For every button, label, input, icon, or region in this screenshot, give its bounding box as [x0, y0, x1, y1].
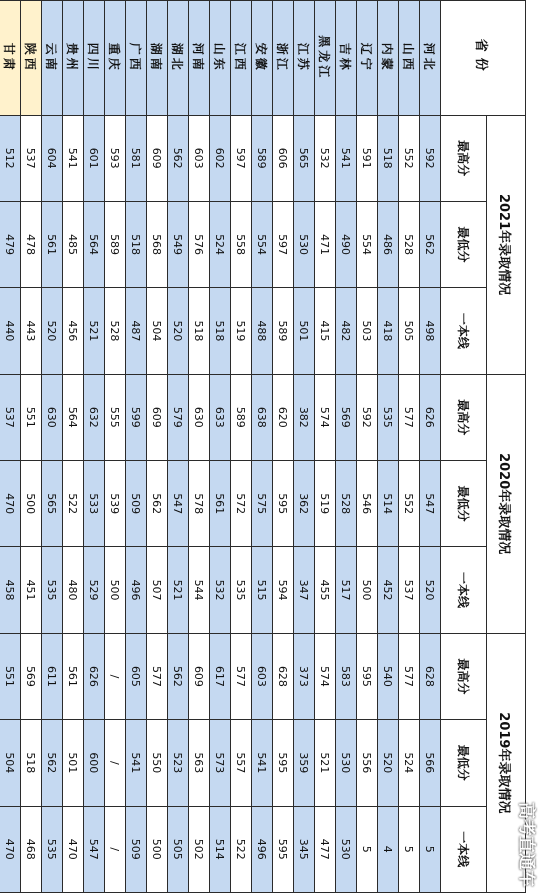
score-cell: 5	[420, 806, 441, 893]
score-cell: 532	[315, 115, 336, 201]
score-cell: 565	[42, 461, 63, 547]
province-cell: 广西	[126, 1, 147, 116]
score-cell: 593	[105, 115, 126, 201]
score-cell: 541	[126, 720, 147, 806]
score-cell: 577	[399, 374, 420, 460]
score-cell: 589	[273, 288, 294, 374]
score-cell: 562	[168, 115, 189, 201]
score-cell: 554	[357, 201, 378, 287]
min-score-header-2019: 最低分	[441, 720, 487, 806]
score-cell: 530	[336, 806, 357, 893]
score-cell: 535	[231, 547, 252, 633]
min-score-header-2021: 最低分	[441, 201, 487, 287]
score-cell: 347	[294, 547, 315, 633]
score-cell: 514	[378, 461, 399, 547]
score-cell: 609	[189, 633, 210, 719]
score-cell: 373	[294, 633, 315, 719]
score-cell: 628	[420, 633, 441, 719]
score-cell: 535	[42, 806, 63, 893]
score-cell: 487	[126, 288, 147, 374]
score-cell: 555	[105, 374, 126, 460]
score-cell: 537	[399, 547, 420, 633]
score-cell: 563	[189, 720, 210, 806]
province-cell: 内蒙	[378, 1, 399, 116]
score-cell: 577	[147, 633, 168, 719]
score-cell: 479	[0, 201, 21, 287]
score-cell: 5	[357, 806, 378, 893]
province-cell: 湖北	[168, 1, 189, 116]
score-cell: 595	[357, 633, 378, 719]
score-cell: 630	[189, 374, 210, 460]
score-cell: 566	[420, 720, 441, 806]
score-cell: 517	[336, 547, 357, 633]
year-header-row	[487, 1, 526, 893]
score-cell: 512	[0, 115, 21, 201]
score-cell: 564	[63, 374, 84, 460]
score-cell: 552	[399, 461, 420, 547]
score-cell: 519	[231, 288, 252, 374]
score-cell: 565	[294, 115, 315, 201]
score-cell: 496	[126, 547, 147, 633]
score-cell: 520	[168, 288, 189, 374]
score-cell: 626	[420, 374, 441, 460]
score-cell: 359	[294, 720, 315, 806]
score-cell: 529	[84, 547, 105, 633]
score-cell: 617	[210, 633, 231, 719]
score-cell: 452	[378, 547, 399, 633]
score-cell: 583	[336, 633, 357, 719]
score-cell: 515	[252, 547, 273, 633]
score-cell: 609	[147, 115, 168, 201]
score-cell: 591	[357, 115, 378, 201]
score-cell: 541	[63, 115, 84, 201]
province-cell: 江西	[231, 1, 252, 116]
table-body	[0, 1, 526, 893]
score-cell: 485	[63, 201, 84, 287]
score-cell: 524	[399, 720, 420, 806]
score-cell: 564	[84, 201, 105, 287]
score-cell: 561	[63, 633, 84, 719]
score-cell: 541	[252, 720, 273, 806]
score-cell: 528	[399, 201, 420, 287]
score-cell: 577	[231, 633, 252, 719]
score-cell: 569	[21, 633, 42, 719]
table-row	[399, 1, 420, 893]
score-cell: 480	[63, 547, 84, 633]
province-cell: 河北	[420, 1, 441, 116]
score-cell: 569	[336, 374, 357, 460]
score-cell: 599	[126, 374, 147, 460]
score-cell: 540	[378, 633, 399, 719]
score-cell: /	[105, 720, 126, 806]
score-cell: 470	[63, 806, 84, 893]
score-cell: 549	[168, 201, 189, 287]
table-row	[357, 1, 378, 893]
score-cell: 589	[105, 201, 126, 287]
province-cell: 陕西	[21, 1, 42, 116]
table-row	[105, 1, 126, 893]
score-cell: 477	[315, 806, 336, 893]
score-cell: 562	[420, 201, 441, 287]
score-cell: 633	[210, 374, 231, 460]
province-cell: 江苏	[294, 1, 315, 116]
score-cell: 507	[147, 547, 168, 633]
province-cell: 辽宁	[357, 1, 378, 116]
score-cell: 418	[378, 288, 399, 374]
score-cell: 490	[336, 201, 357, 287]
score-cell: 505	[168, 806, 189, 893]
score-cell: 518	[378, 115, 399, 201]
score-cell: 597	[273, 201, 294, 287]
score-cell: 562	[42, 720, 63, 806]
score-cell: 602	[210, 115, 231, 201]
table-row	[231, 1, 252, 893]
table-row	[420, 1, 441, 893]
score-cell: 630	[42, 374, 63, 460]
score-cell: 628	[273, 633, 294, 719]
score-cell: 595	[273, 806, 294, 893]
score-cell: 551	[0, 633, 21, 719]
province-cell: 浙江	[273, 1, 294, 116]
score-cell: 595	[273, 461, 294, 547]
score-cell: 605	[126, 633, 147, 719]
province-cell: 甘肃	[0, 1, 21, 116]
score-cell: 514	[210, 806, 231, 893]
table-row	[42, 1, 63, 893]
score-cell: 501	[63, 720, 84, 806]
province-cell: 重庆	[105, 1, 126, 116]
score-cell: 519	[315, 461, 336, 547]
score-cell: 601	[84, 115, 105, 201]
score-cell: 600	[84, 720, 105, 806]
score-cell: 572	[231, 461, 252, 547]
score-cell: 606	[273, 115, 294, 201]
score-cell: 535	[378, 374, 399, 460]
score-cell: 603	[189, 115, 210, 201]
min-score-header-2020: 最低分	[441, 461, 487, 547]
table-row	[189, 1, 210, 893]
province-cell: 山西	[399, 1, 420, 116]
tier-one-line-header-2021: 一本线	[441, 288, 487, 374]
table-row	[126, 1, 147, 893]
province-cell: 四川	[84, 1, 105, 116]
metric-header-row	[441, 1, 487, 893]
watermark-text: 高考直通车	[516, 802, 536, 887]
score-cell: 382	[294, 374, 315, 460]
score-cell: 562	[147, 461, 168, 547]
score-cell: 592	[357, 374, 378, 460]
score-cell: 503	[357, 288, 378, 374]
score-cell: 604	[42, 115, 63, 201]
score-cell: 532	[210, 547, 231, 633]
province-cell: 黑龙江	[315, 1, 336, 116]
score-cell: 530	[294, 201, 315, 287]
score-cell: 547	[420, 461, 441, 547]
score-cell: 537	[0, 374, 21, 460]
score-cell: 556	[357, 720, 378, 806]
score-cell: 546	[357, 461, 378, 547]
province-cell: 山东	[210, 1, 231, 116]
score-cell: 518	[189, 288, 210, 374]
score-cell: 561	[42, 201, 63, 287]
score-cell: 592	[420, 115, 441, 201]
score-cell: 500	[21, 461, 42, 547]
max-score-header-2021: 最高分	[441, 115, 487, 201]
score-cell: 561	[210, 461, 231, 547]
max-score-header-2019: 最高分	[441, 633, 487, 719]
score-cell: 577	[399, 633, 420, 719]
year-2021-header: 2021年录取情况	[487, 115, 526, 374]
province-cell: 云南	[42, 1, 63, 116]
tier-one-line-header-2019: 一本线	[441, 806, 487, 893]
province-cell: 安徽	[252, 1, 273, 116]
score-cell: 486	[378, 201, 399, 287]
score-cell: 578	[189, 461, 210, 547]
score-cell: 609	[147, 374, 168, 460]
score-cell: 500	[147, 806, 168, 893]
score-cell: 626	[84, 633, 105, 719]
score-cell: 568	[147, 201, 168, 287]
score-cell: 502	[189, 806, 210, 893]
score-cell: 501	[294, 288, 315, 374]
score-cell: 520	[42, 288, 63, 374]
score-cell: 574	[315, 633, 336, 719]
table-row	[0, 1, 21, 893]
score-cell: 589	[231, 374, 252, 460]
score-cell: 551	[21, 374, 42, 460]
year-2020-header: 2020年录取情况	[487, 374, 526, 633]
score-cell: 537	[21, 115, 42, 201]
score-cell: 362	[294, 461, 315, 547]
score-cell: 589	[252, 115, 273, 201]
score-cell: 638	[252, 374, 273, 460]
score-cell: 597	[231, 115, 252, 201]
score-cell: 478	[21, 201, 42, 287]
score-cell: 518	[21, 720, 42, 806]
score-cell: /	[105, 806, 126, 893]
score-cell: 620	[273, 374, 294, 460]
score-cell: 471	[315, 201, 336, 287]
score-cell: 496	[252, 806, 273, 893]
table-row	[21, 1, 42, 893]
score-cell: 468	[21, 806, 42, 893]
score-cell: 595	[273, 720, 294, 806]
score-cell: 579	[168, 374, 189, 460]
score-cell: 443	[21, 288, 42, 374]
province-cell: 河南	[189, 1, 210, 116]
score-cell: 541	[336, 115, 357, 201]
score-cell: 518	[210, 288, 231, 374]
score-cell: 575	[252, 461, 273, 547]
score-cell: 632	[84, 374, 105, 460]
table-row	[84, 1, 105, 893]
score-cell: 533	[84, 461, 105, 547]
table-row	[252, 1, 273, 893]
province-cell: 贵州	[63, 1, 84, 116]
table-row	[168, 1, 189, 893]
score-cell: 535	[42, 547, 63, 633]
table-row	[273, 1, 294, 893]
score-cell: 504	[147, 288, 168, 374]
score-cell: 505	[399, 288, 420, 374]
score-cell: 470	[0, 461, 21, 547]
score-cell: 521	[168, 547, 189, 633]
score-cell: 522	[63, 461, 84, 547]
score-cell: 458	[0, 547, 21, 633]
score-cell: 518	[126, 201, 147, 287]
score-cell: 456	[63, 288, 84, 374]
score-cell: 520	[420, 547, 441, 633]
province-cell: 湖南	[147, 1, 168, 116]
score-cell: 415	[315, 288, 336, 374]
table-row	[210, 1, 231, 893]
score-cell: /	[105, 633, 126, 719]
score-cell: 523	[168, 720, 189, 806]
score-cell: 528	[105, 288, 126, 374]
score-cell: 451	[21, 547, 42, 633]
score-cell: 594	[273, 547, 294, 633]
score-cell: 498	[420, 288, 441, 374]
score-cell: 4	[378, 806, 399, 893]
score-cell: 554	[252, 201, 273, 287]
table-row	[63, 1, 84, 893]
score-cell: 528	[336, 461, 357, 547]
score-cell: 345	[294, 806, 315, 893]
max-score-header-2020: 最高分	[441, 374, 487, 460]
score-cell: 558	[231, 201, 252, 287]
score-cell: 470	[0, 806, 21, 893]
score-cell: 547	[84, 806, 105, 893]
score-cell: 539	[105, 461, 126, 547]
score-cell: 500	[105, 547, 126, 633]
province-column-header: 省份	[441, 1, 526, 116]
score-cell: 550	[147, 720, 168, 806]
score-cell: 562	[168, 633, 189, 719]
score-cell: 574	[315, 374, 336, 460]
score-cell: 530	[336, 720, 357, 806]
score-cell: 557	[231, 720, 252, 806]
score-cell: 5	[399, 806, 420, 893]
tier-one-line-header-2020: 一本线	[441, 547, 487, 633]
table-row	[147, 1, 168, 893]
score-cell: 440	[0, 288, 21, 374]
table-row	[336, 1, 357, 893]
score-cell: 581	[126, 115, 147, 201]
score-cell: 544	[189, 547, 210, 633]
score-cell: 521	[315, 720, 336, 806]
score-cell: 521	[84, 288, 105, 374]
table-row	[294, 1, 315, 893]
score-cell: 500	[357, 547, 378, 633]
score-cell: 547	[168, 461, 189, 547]
province-cell: 吉林	[336, 1, 357, 116]
score-cell: 455	[315, 547, 336, 633]
score-cell: 573	[210, 720, 231, 806]
score-cell: 482	[336, 288, 357, 374]
score-cell: 603	[252, 633, 273, 719]
table-row	[378, 1, 399, 893]
score-cell: 552	[399, 115, 420, 201]
year-2019-header: 2019年录取情况	[487, 633, 526, 892]
score-cell: 509	[126, 806, 147, 893]
score-cell: 522	[231, 806, 252, 893]
score-cell: 509	[126, 461, 147, 547]
score-cell: 488	[252, 288, 273, 374]
score-cell: 576	[189, 201, 210, 287]
table-row	[315, 1, 336, 893]
score-cell: 504	[0, 720, 21, 806]
score-cell: 611	[42, 633, 63, 719]
score-cell: 524	[210, 201, 231, 287]
score-cell: 520	[378, 720, 399, 806]
